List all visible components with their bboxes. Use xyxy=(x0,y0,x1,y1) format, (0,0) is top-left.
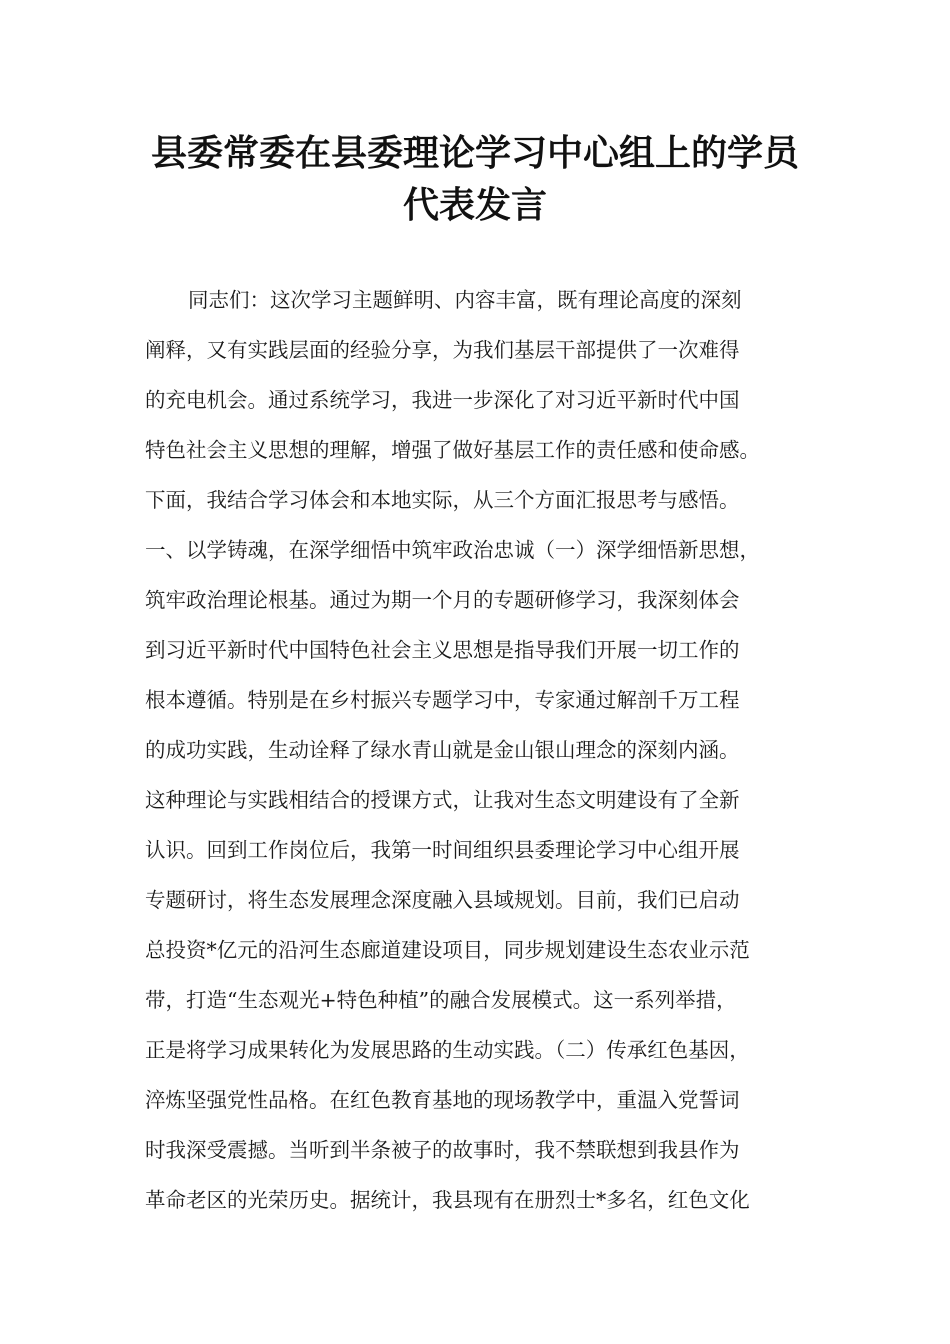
body-line: 总投资*亿元的沿河生态廊道建设项目，同步规划建设生态农业示范 xyxy=(145,938,750,962)
body-line: 带，打造“生态观光+特色种植”的融合发展模式。这一系列举措， xyxy=(145,988,737,1012)
body-line: 这种理论与实践相结合的授课方式，让我对生态文明建设有了全新 xyxy=(145,788,740,812)
body-line: 认识。回到工作岗位后，我第一时间组织县委理论学习中心组开展 xyxy=(145,838,740,862)
body-line: 的充电机会。通过系统学习，我进一步深化了对习近平新时代中国 xyxy=(145,388,740,412)
body-line: 特色社会主义思想的理解，增强了做好基层工作的责任感和使命感。 xyxy=(145,438,760,462)
body-line: 革命老区的光荣历史。据统计，我县现有在册烈士*多名，红色文化 xyxy=(145,1188,750,1212)
body-line: 时我深受震撼。当听到半条被子的故事时，我不禁联想到我县作为 xyxy=(145,1138,740,1162)
body-line: 专题研讨，将生态发展理念深度融入县域规划。目前，我们已启动 xyxy=(145,888,740,912)
document-body xyxy=(145,275,825,1225)
document-title-line-2: 代表发言 xyxy=(402,185,547,226)
body-line: 筑牢政治理论根基。通过为期一个月的专题研修学习，我深刻体会 xyxy=(145,588,740,612)
document-title-line-1: 县委常委在县委理论学习中心组上的学员 xyxy=(150,133,799,174)
body-line: 阐释，又有实践层面的经验分享，为我们基层干部提供了一次难得 xyxy=(145,338,740,362)
body-line: 一、以学铸魂，在深学细悟中筑牢政治忠诚（一）深学细悟新思想， xyxy=(145,538,760,562)
body-line: 淬炼坚强党性品格。在红色教育基地的现场教学中，重温入党誓词 xyxy=(145,1088,740,1112)
body-line: 的成功实践，生动诠释了绿水青山就是金山银山理念的深刻内涵。 xyxy=(145,738,740,762)
body-line: 同志们：这次学习主题鲜明、内容丰富，既有理论高度的深刻 xyxy=(188,288,742,312)
body-line: 到习近平新时代中国特色社会主义思想是指导我们开展一切工作的 xyxy=(145,638,740,662)
body-line: 正是将学习成果转化为发展思路的生动实践。（二）传承红色基因， xyxy=(145,1038,750,1062)
body-line: 下面，我结合学习体会和本地实际，从三个方面汇报思考与感悟。 xyxy=(145,488,740,512)
body-line: 根本遵循。特别是在乡村振兴专题学习中，专家通过解剖千万工程 xyxy=(145,688,740,712)
